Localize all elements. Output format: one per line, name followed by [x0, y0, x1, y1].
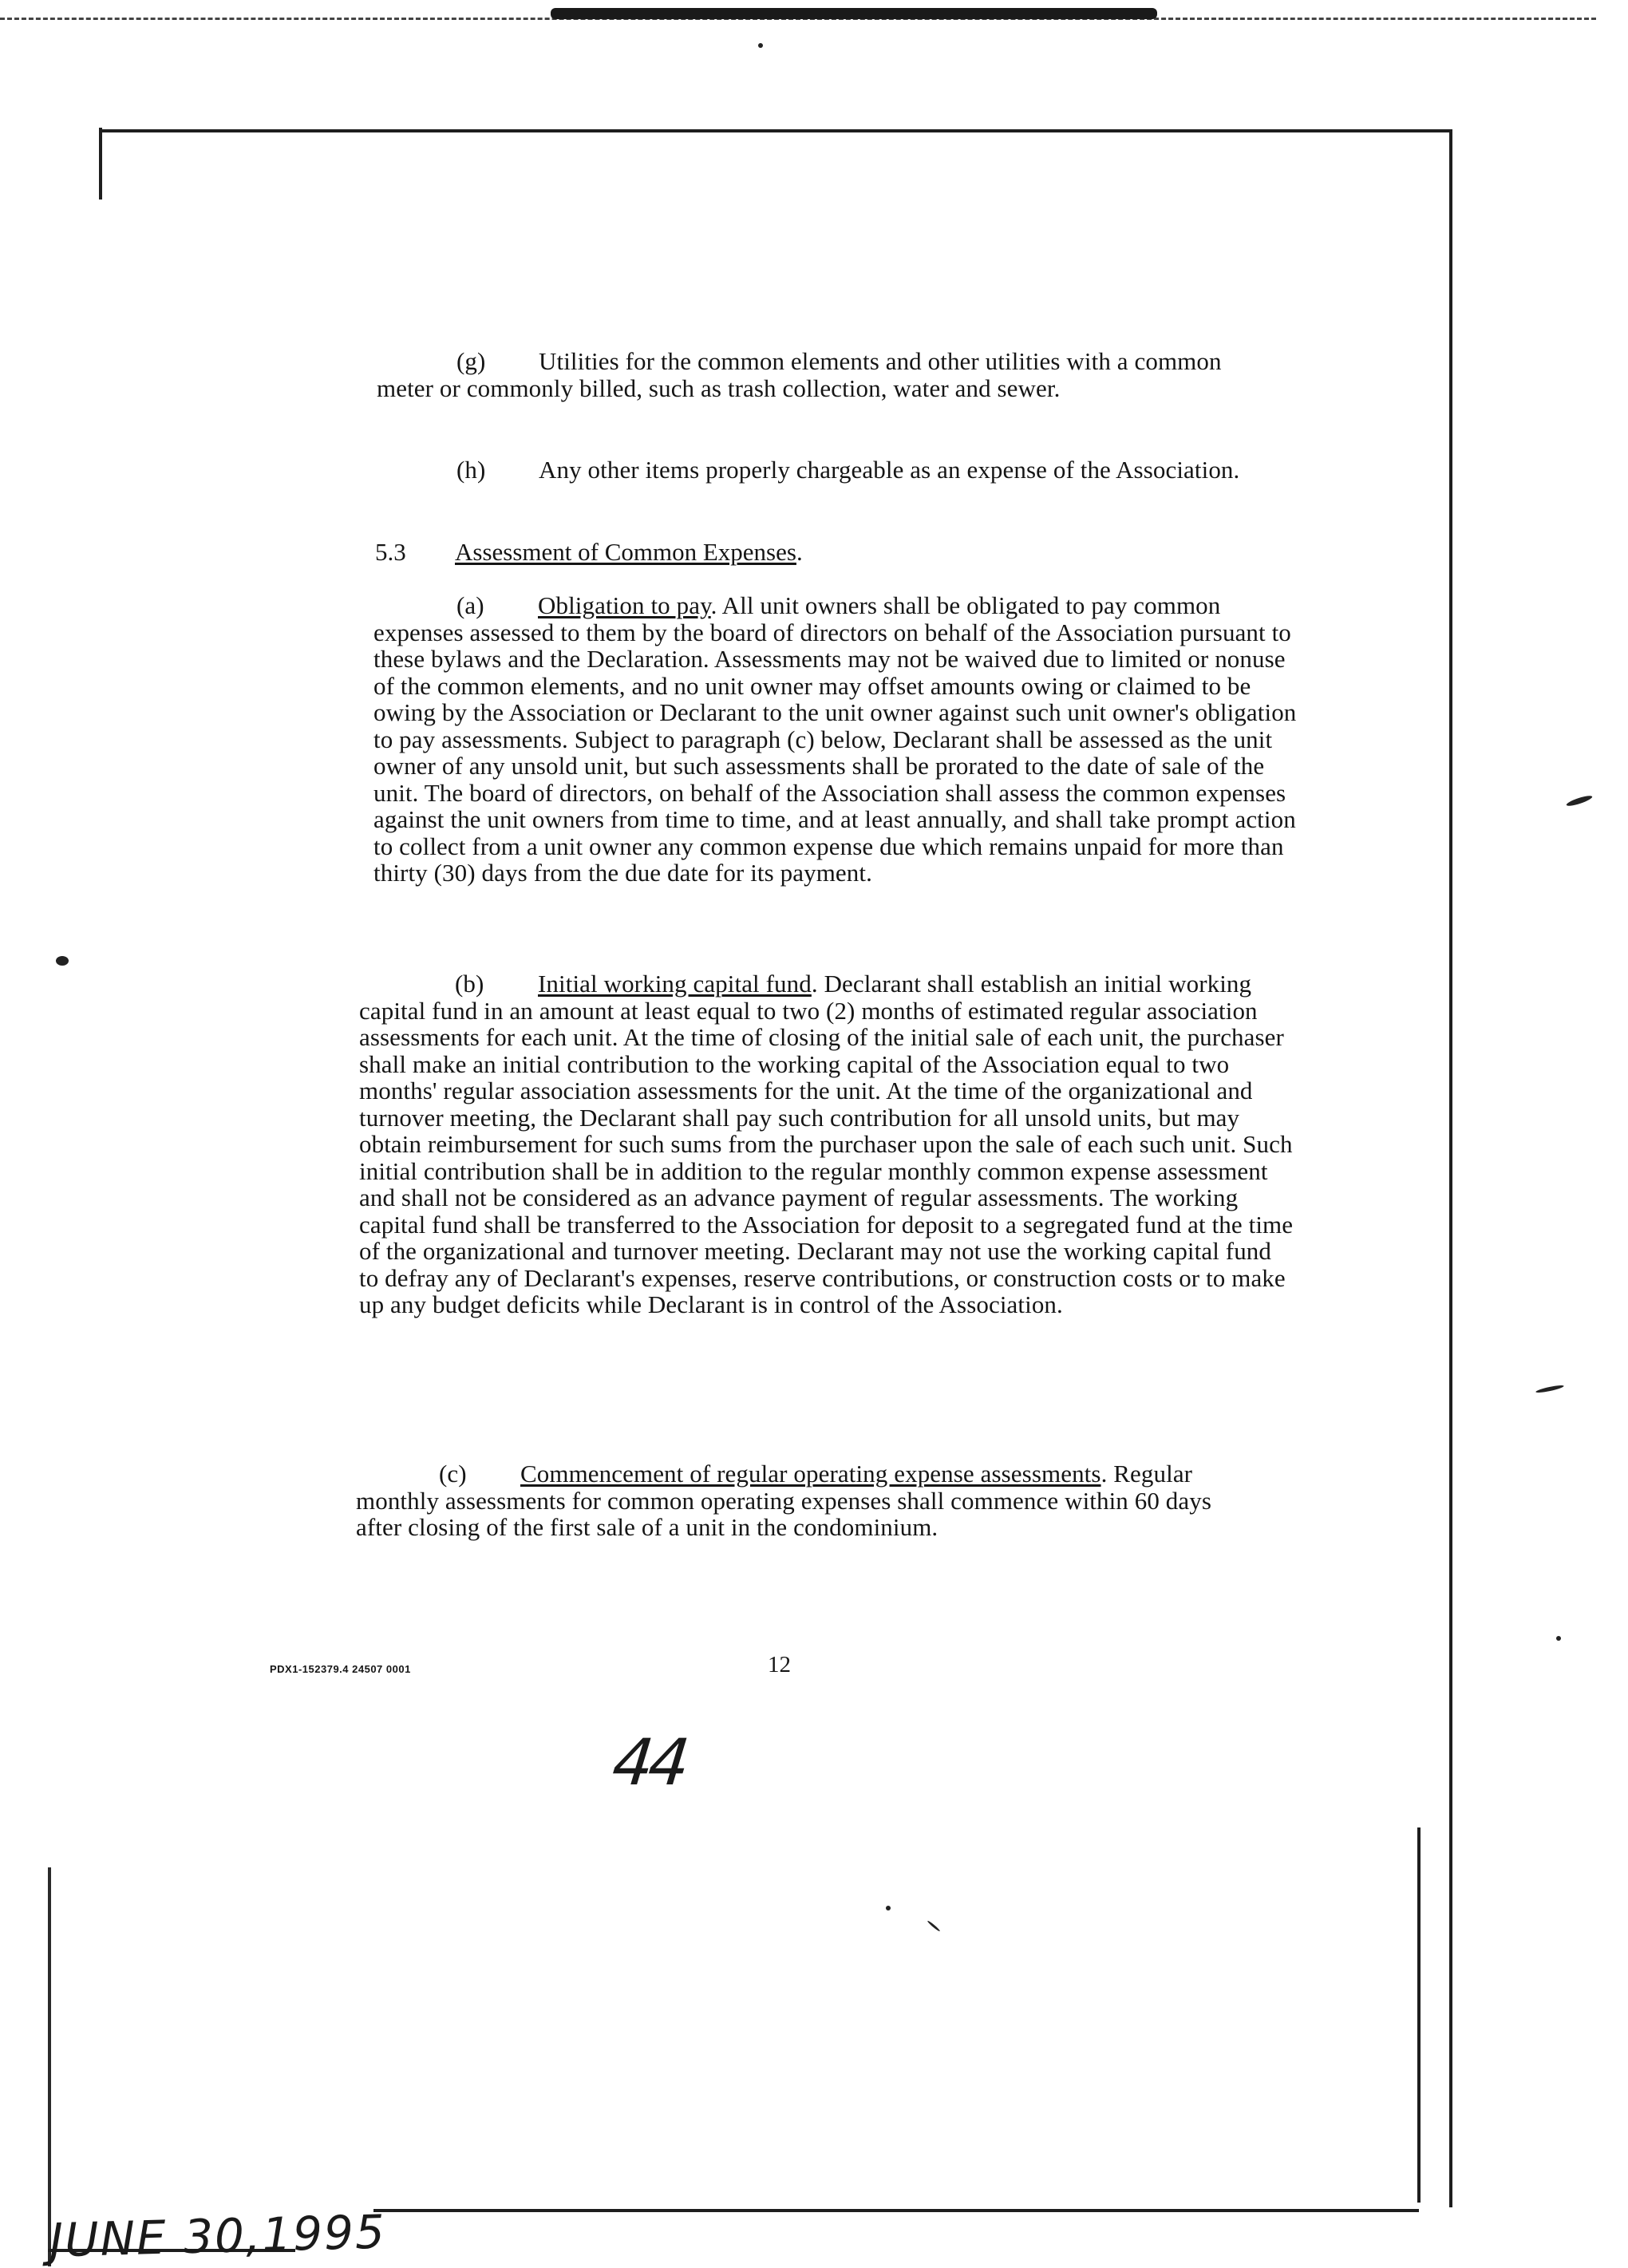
section-heading [375, 538, 803, 567]
scan-smear [551, 8, 1157, 19]
page-frame-left [99, 128, 102, 200]
section-title-end: . [796, 538, 803, 566]
scan-speck [927, 1920, 940, 1932]
item-g-text: Utilities for the common elements and other utilities with a common meter or commonly billed, such as trash collection, water and sewer. [377, 347, 1222, 402]
scan-speck [1556, 1636, 1561, 1641]
paragraph-b-title-end: . [811, 970, 818, 998]
item-h [377, 456, 1280, 484]
scan-speck [1535, 1384, 1564, 1393]
paragraph-a-marker: (a) [456, 591, 484, 619]
page-frame-right-inner [1417, 1827, 1421, 2203]
paragraph-c-body: Regular monthly assessments for common operating expenses shall commence within 60 days after closing of the first sale of a unit in the condominium. [356, 1460, 1212, 1541]
paragraph-b-body: Declarant shall establish an initial working capital fund in an amount at least equal to two (2) months of estimated regular association assessments for each unit. At the time of closing of the initial sale of each unit, the purchaser shall make an initial contribution to the working capital of the Association equal to two months' regular association assessments for the unit. At the time of the organizational and turnover meeting, the Declarant shall pay such contribution for all unsold units, but may obtain reimbursement for such sums from the purchaser upon the sale of each such unit. Such initial contribution shall be in addition to the regular monthly common expense assessment and shall not be considered as an advance payment of regular assessments. The working capital fund shall be transferred to the Association for deposit to a segregated fund at the time of the organizational and turnover meeting. Declarant may not use the working capital fund to defray any of Declarant's expenses, reserve contributions, or construction costs or to make up any budget deficits while Declarant is in control of the Association. [359, 970, 1294, 1318]
document-code: PDX1-152379.4 24507 0001 [270, 1663, 411, 1675]
item-g [377, 348, 1280, 401]
section-title: Assessment of Common Expenses [455, 538, 796, 566]
paragraph-c [356, 1460, 1242, 1541]
scan-speck [886, 1906, 891, 1910]
handwritten-date: JUNE 30,1995 [49, 2204, 387, 2268]
paragraph-a-title: Obligation to pay [538, 591, 711, 619]
paragraph-c-title: Commencement of regular operating expense assessments [520, 1460, 1101, 1488]
scan-speck [758, 43, 763, 48]
paragraph-a [373, 592, 1299, 887]
paragraph-b-title: Initial working capital fund [538, 970, 812, 998]
item-g-marker: (g) [456, 347, 486, 375]
section-number: 5.3 [375, 538, 406, 566]
paragraph-a-body: All unit owners shall be obligated to pay common expenses assessed to them by the board of directors on behalf of the Association pursuant to these bylaws and the Declaration. Assessments may not be waived due to limited or nonuse of the common elements, and no unit owner may offset amounts owing or claimed to be owing by the Association or Declarant to the unit owner against such unit owner's obligation to pay assessments. Subject to paragraph (c) below, Declarant shall be assessed as the unit owner of any unsold unit, but such assessments shall be prorated to the date of sale of the unit. The board of directors, on behalf of the Association shall assess the common expenses against the unit owners from time to time, and at least annually, and shall take prompt action to collect from a unit owner any common expense due which remains unpaid for more than thirty (30) days from the due date for its payment. [373, 591, 1297, 887]
page-number: 12 [768, 1652, 791, 1677]
handwritten-page-mark: 44 [609, 1725, 689, 1800]
item-h-marker: (h) [456, 456, 486, 484]
page-frame-top [102, 129, 1452, 132]
page-frame-left-lower [48, 1867, 51, 2266]
paragraph-b-marker: (b) [455, 970, 484, 998]
paragraph-c-title-end: . [1100, 1460, 1108, 1488]
page-frame-bottom [373, 2209, 1419, 2212]
item-h-text: Any other items properly chargeable as an expense of the Association. [539, 456, 1240, 484]
paragraph-c-marker: (c) [439, 1460, 467, 1488]
paragraph-b [359, 970, 1294, 1318]
scan-speck [56, 956, 69, 966]
scan-speck [1566, 794, 1593, 808]
page-frame-right [1449, 132, 1452, 2207]
paragraph-a-title-end: . [710, 591, 717, 619]
